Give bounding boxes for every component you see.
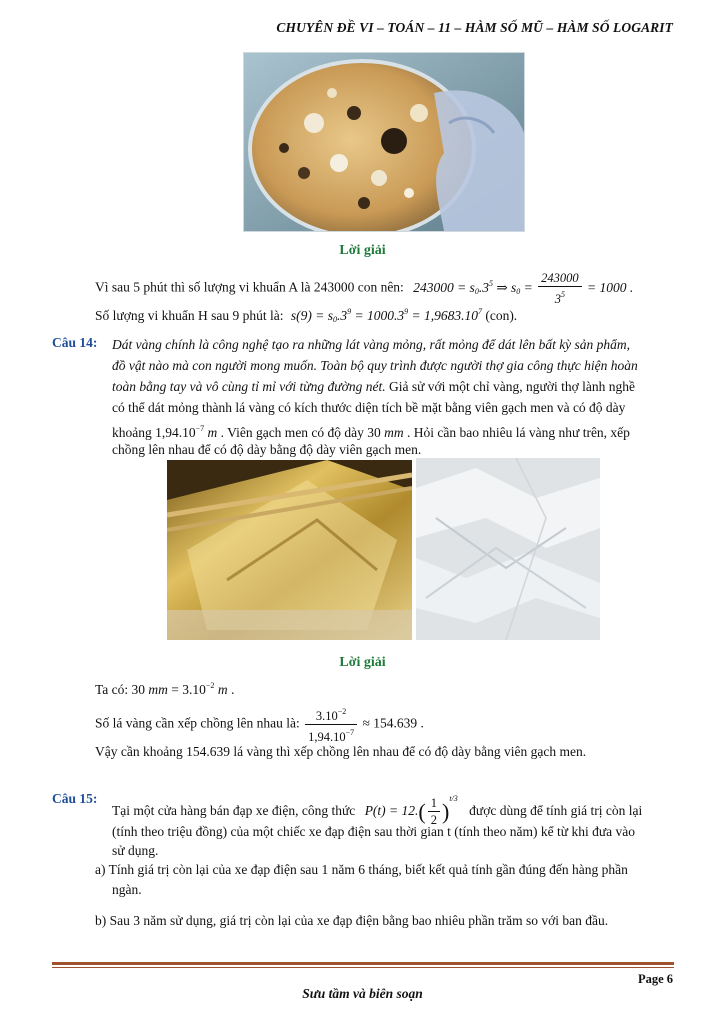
eq-part: . Hỏi cần bao nhiêu lá vàng như trên, xếp	[403, 425, 630, 440]
eq-part: Ta có: 30	[95, 682, 149, 697]
eq-part: khoảng 1,94.10	[112, 425, 196, 440]
eq-sup: t/3	[449, 794, 458, 803]
eq-sub: 0	[474, 286, 479, 296]
gold-leaf-photo	[167, 460, 412, 640]
fraction	[305, 704, 357, 745]
eq-sup: 5	[561, 290, 566, 299]
eq-part: 3.10	[315, 709, 338, 723]
eq-part: .3	[478, 279, 489, 295]
eq-part: . Viên gạch men có độ dày 30	[217, 425, 385, 440]
solution-14-text-2: Số lá vàng cần xếp chồng lên nhau là:	[95, 715, 300, 731]
eq-part: m	[214, 682, 228, 697]
eq-part: = 1000 .	[583, 279, 634, 295]
footer-rule-thick	[52, 962, 674, 965]
eq-part: =	[520, 279, 537, 295]
eq-part: (9) = s	[296, 308, 333, 323]
question-14-line-3-italic: toàn bằng tay và vô cùng tỉ mỉ với từng đường nét.	[112, 379, 386, 394]
solution-13-text-2: Số lượng vi khuẩn H sau 9 phút là:	[95, 308, 284, 323]
petri-dish-photo	[243, 52, 525, 232]
document-header: CHUYÊN ĐỀ VI – TOÁN – 11 – HÀM SỐ MŨ – HÀM SỐ LOGARIT	[276, 20, 673, 35]
solution-14-line-3: Vậy cần khoảng 154.639 lá vàng thì xếp chồng lên nhau để có độ dày bằng viên gạch men.	[95, 744, 587, 759]
solution-13-tail: (con).	[485, 308, 518, 323]
white-foil-photo	[416, 458, 600, 640]
question-14-line-6: chồng lên nhau để có độ dày bằng độ dày viên gạch men.	[112, 442, 422, 457]
eq-part: m	[204, 425, 218, 440]
page-number: Page 6	[637, 972, 673, 986]
eq-part: = 3.10	[167, 682, 206, 697]
eq-part: P(t) = 12.	[364, 803, 419, 818]
footer-credit: Sưu tầm và biên soạn	[302, 986, 423, 1001]
eq-part: = 1000.3	[351, 308, 405, 323]
question-14-line-2: đồ vật nào mà con người mong muốn. Toàn bộ quy trình được người thợ gia công thực hiện hoàn	[112, 358, 638, 373]
question-14-line-3	[112, 377, 635, 397]
question-14-label: Câu 14:	[52, 335, 98, 350]
left-paren-icon: (	[418, 798, 426, 824]
solution-14-line-2	[95, 704, 424, 745]
eq-sup: −2	[337, 707, 347, 716]
fraction-numerator: 1	[428, 795, 440, 812]
fraction-numerator	[305, 704, 357, 725]
eq-part: 3	[554, 292, 562, 306]
solution-heading-14: Lời giải	[339, 655, 386, 670]
right-paren-icon: )	[442, 798, 450, 824]
eq-part: s	[290, 308, 297, 323]
eq-part: được dùng để tính giá trị còn lại	[469, 803, 643, 818]
footer-rule-thin	[52, 967, 674, 968]
eq-part: 1,94.10	[308, 730, 346, 744]
fraction-denominator	[538, 287, 582, 307]
eq-sup: 9	[347, 307, 352, 316]
eq-sub: 0	[516, 286, 521, 296]
fraction	[538, 270, 582, 307]
solution-13-equation-1	[413, 271, 634, 306]
eq-part: .3	[336, 308, 348, 323]
eq-part: = 1,9683.10	[408, 308, 478, 323]
eq-part: Tại một cửa hàng bán đạp xe điện, công thức	[112, 803, 356, 818]
eq-part: mm	[148, 682, 168, 697]
eq-part: ≈ 154.639 .	[359, 715, 424, 731]
fraction-numerator: 243000	[538, 270, 582, 287]
question-14-line-3-normal: Giả sử với một chỉ vàng, người thợ lành nghề	[385, 379, 635, 394]
question-15-part-b: b) Sau 3 năm sử dụng, giá trị còn lại của xe đạp điện bằng bao nhiêu phần trăm so với ban đầu.	[95, 913, 609, 928]
eq-sup: 7	[477, 307, 482, 316]
question-15-part-a-line-1: a) Tính giá trị còn lại của xe đạp điện sau 1 năm 6 tháng, biết kết quả tính gần đúng đến hàng phần	[95, 862, 628, 877]
question-14-line-1: Dát vàng chính là công nghệ tạo ra những lát vàng mỏng, rất mỏng để dát lên bất kỳ sản phẩm,	[112, 337, 631, 352]
eq-part: mm	[384, 425, 404, 440]
solution-13-equation-2	[291, 308, 486, 323]
eq-part: ⇒ s	[492, 279, 517, 295]
solution-14-line-1	[95, 676, 234, 700]
eq-sup: −7	[345, 728, 355, 737]
question-15-part-a-line-2: ngàn.	[112, 882, 142, 897]
fraction-denominator: 2	[430, 813, 437, 828]
eq-sup: −7	[195, 424, 205, 433]
question-14-line-4: có thể dát mỏng thành lá vàng có kích thước diện tích bề mặt bằng viên gạch men và có độ dày	[112, 400, 626, 415]
solution-heading-13: Lời giải	[339, 243, 386, 258]
eq-part: 243000 = s	[413, 279, 475, 295]
eq-sup: 9	[404, 307, 409, 316]
question-15-label: Câu 15:	[52, 791, 98, 806]
question-15-line-2: (tính theo triệu đồng) của một chiếc xe đạp điện sau thời gian t (tính theo năm) kể từ khi đưa vào	[112, 824, 636, 839]
eq-sub: 0	[332, 315, 337, 324]
eq-sup: 5	[488, 278, 493, 288]
question-15-line-3: sử dụng.	[112, 843, 159, 858]
solution-13-line-2	[95, 302, 517, 330]
eq-sup: −2	[205, 681, 215, 690]
eq-part: .	[227, 682, 235, 697]
solution-13-text-1: Vì sau 5 phút thì số lượng vi khuẩn A là 243000 con nên:	[95, 279, 404, 295]
